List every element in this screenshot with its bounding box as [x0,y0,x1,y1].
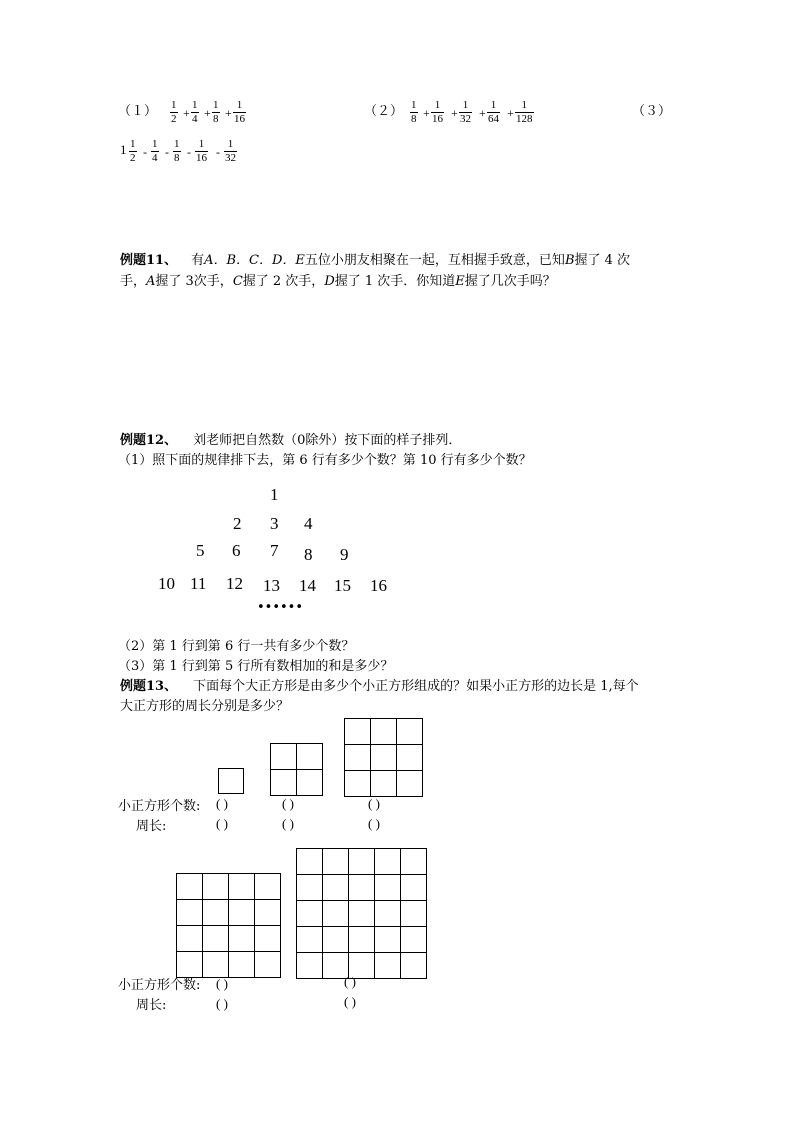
grid-cell [219,769,244,794]
fraction-denominator: 16 [234,113,245,125]
grid-cell [177,900,203,926]
fraction-denominator: 16 [432,113,443,125]
problem-1-label: （１） [118,104,158,119]
example-12-question-2: （2）第 1 行到第 6 行一共有多少个数？ [118,639,355,654]
fraction-numerator: 1 [152,138,158,150]
fraction-denominator: 8 [174,152,180,164]
grid-cell [297,953,323,979]
fraction [212,99,220,126]
grid-cell [397,771,423,797]
grid-cell [323,875,349,901]
fraction-denominator: 4 [192,113,198,125]
perimeter-blank[interactable]: ( ) [344,994,356,1009]
grid-cell [297,744,323,770]
fraction [191,99,199,126]
pyramid-number: 3 [270,514,279,533]
pyramid-number: 16 [370,576,387,595]
fraction-denominator: 4 [152,152,158,164]
fraction-denominator: 2 [130,152,136,164]
grid-table [218,768,244,794]
grid-cell [255,874,281,900]
grid-cell [297,770,323,796]
grid-cell [297,875,323,901]
count-blank[interactable]: ( ) [282,796,294,811]
grid-cell [401,875,427,901]
pyramid-number: 9 [340,545,349,564]
grid-cell [203,926,229,952]
minus-sign: - [187,145,191,159]
fraction-numerator: 1 [487,99,500,113]
grid-cell [349,875,375,901]
grid-cell [177,926,203,952]
grid-cell [255,900,281,926]
count-blank[interactable]: ( ) [216,796,228,811]
grid-cell [371,719,397,745]
example-13-line-2: 大正方形的周长分别是多少？ [120,699,290,714]
fraction [459,99,472,126]
pyramid-number: 7 [270,541,279,560]
perimeter-blank[interactable]: ( ) [216,816,228,831]
example-13-title: 例题13、 [120,679,178,694]
grid-cell [229,900,255,926]
fraction-numerator: 1 [174,138,180,150]
grid-cell [401,849,427,875]
fraction-numerator: 1 [431,99,444,113]
fraction [515,99,534,126]
grid-cell [371,745,397,771]
grid-cell [323,901,349,927]
fraction-denominator: 32 [460,113,471,125]
fraction-numerator: 1 [459,99,472,113]
minus-sign: - [165,145,169,159]
plus-sign: + [204,106,211,120]
minus-sign: - [216,145,220,159]
pyramid-number: 2 [233,514,242,533]
grid-cell [375,875,401,901]
grid-table [296,848,427,979]
example-11-line-1: 例题11、 有A．B．C．D．E五位小朋友相聚在一起，互相握手致意，已知B握了 4 次 [120,253,631,268]
grid-cell [323,927,349,953]
pyramid-number: 10 [158,574,175,593]
count-label: 小正方形个数: [118,799,201,814]
plus-sign: + [479,106,486,120]
grid-cell [401,901,427,927]
fraction-denominator: 2 [171,113,177,125]
example-11-title: 例题11、 [120,253,178,268]
grid-table [176,873,281,978]
fraction-numerator: 1 [171,99,177,111]
plus-sign: + [183,106,190,120]
fraction-numerator: 1 [192,99,198,111]
fraction-numerator: 1 [224,138,237,152]
count-blank[interactable]: ( ) [368,796,380,811]
continuation-dots: •••••• [257,600,304,615]
fraction-denominator: 128 [516,113,533,125]
fraction-denominator: 32 [225,152,236,164]
grid-cell [297,927,323,953]
fraction [487,99,500,126]
example-12-question-3: （3）第 1 行到第 5 行所有数相加的和是多少？ [118,659,394,674]
fraction-denominator: 16 [196,152,207,164]
grid-cell [297,849,323,875]
pyramid-number: 12 [226,574,243,593]
pyramid-number: 8 [304,545,313,564]
perimeter-blank[interactable]: ( ) [282,816,294,831]
grid-cell [349,849,375,875]
example-12-line-1: 例题12、 刘老师把自然数（0除外）按下面的样子排列． [120,433,462,448]
pyramid-number: 14 [299,576,316,595]
grid-cell [401,927,427,953]
example-11-line-2: 手，A握了 3次手，C握了 2 次手，D握了 1 次手．你知道E握了几次手吗？ [120,274,556,289]
grid-cell [229,926,255,952]
grid-cell [297,901,323,927]
grid-cell [229,952,255,978]
grid-cell [401,953,427,979]
fraction-numerator: 1 [130,138,136,150]
fraction-denominator: 8 [411,113,417,125]
grid-cell [345,719,371,745]
pyramid-number: 15 [334,576,351,595]
fraction [431,99,444,126]
fraction [170,99,178,126]
pyramid-number: 1 [270,485,279,504]
problem-3-lead: 1 [120,142,127,157]
count-blank[interactable]: ( ) [344,974,356,989]
grid-cell [203,900,229,926]
grid-cell [375,849,401,875]
count-label: 小正方形个数: [118,978,201,993]
count-blank[interactable]: ( ) [216,976,228,991]
plus-sign: + [225,106,232,120]
pyramid-number: 11 [190,574,207,593]
fraction-numerator: 1 [195,138,208,152]
grid-cell [203,874,229,900]
pyramid-number: 6 [232,541,241,560]
fraction [151,138,159,165]
grid-cell [177,874,203,900]
fraction [224,138,237,165]
example-12-title: 例题12、 [120,433,178,448]
grid-cell [345,745,371,771]
grid-table [344,718,423,797]
grid-cell [349,901,375,927]
fraction-numerator: 1 [515,99,534,113]
grid-cell [271,744,297,770]
example-13-line-1: 例题13、 下面每个大正方形是由多少个小正方形组成的？如果小正方形的边长是 1,每个 [120,679,639,694]
perimeter-blank[interactable]: ( ) [216,996,228,1011]
minus-sign: - [143,145,147,159]
grid-cell [397,745,423,771]
fraction [173,138,181,165]
grid-table [270,743,323,796]
pyramid-number: 4 [304,514,313,533]
fraction [129,138,137,165]
problem-2-label: （２） [364,104,404,119]
fraction-denominator: 64 [488,113,499,125]
grid-cell [177,952,203,978]
fraction [195,138,208,165]
grid-cell [203,952,229,978]
grid-cell [271,770,297,796]
fraction-denominator: 8 [213,113,219,125]
grid-cell [349,927,375,953]
grid-cell [397,719,423,745]
fraction-numerator: 1 [213,99,219,111]
plus-sign: + [451,106,458,120]
grid-cell [255,952,281,978]
grid-cell [345,771,371,797]
fraction [410,99,418,126]
example-12-question-1: （1）照下面的规律排下去，第 6 行有多少个数？第 10 行有多少个数？ [118,453,532,468]
grid-cell [323,849,349,875]
plus-sign: + [507,106,514,120]
grid-cell [229,874,255,900]
grid-cell [375,901,401,927]
pyramid-number: 13 [263,576,280,595]
grid-cell [371,771,397,797]
names-letters: A．B．C．D．E [204,253,305,268]
fraction [233,99,246,126]
problem-3-label: （３） [632,104,672,119]
fraction-numerator: 1 [411,99,417,111]
perimeter-blank[interactable]: ( ) [368,816,380,831]
grid-cell [255,926,281,952]
grid-cell [375,953,401,979]
perimeter-label: 周长: [136,819,167,834]
fraction-numerator: 1 [233,99,246,113]
perimeter-label: 周长: [136,998,167,1013]
pyramid-number: 5 [196,541,205,560]
plus-sign: + [423,106,430,120]
grid-cell [375,927,401,953]
